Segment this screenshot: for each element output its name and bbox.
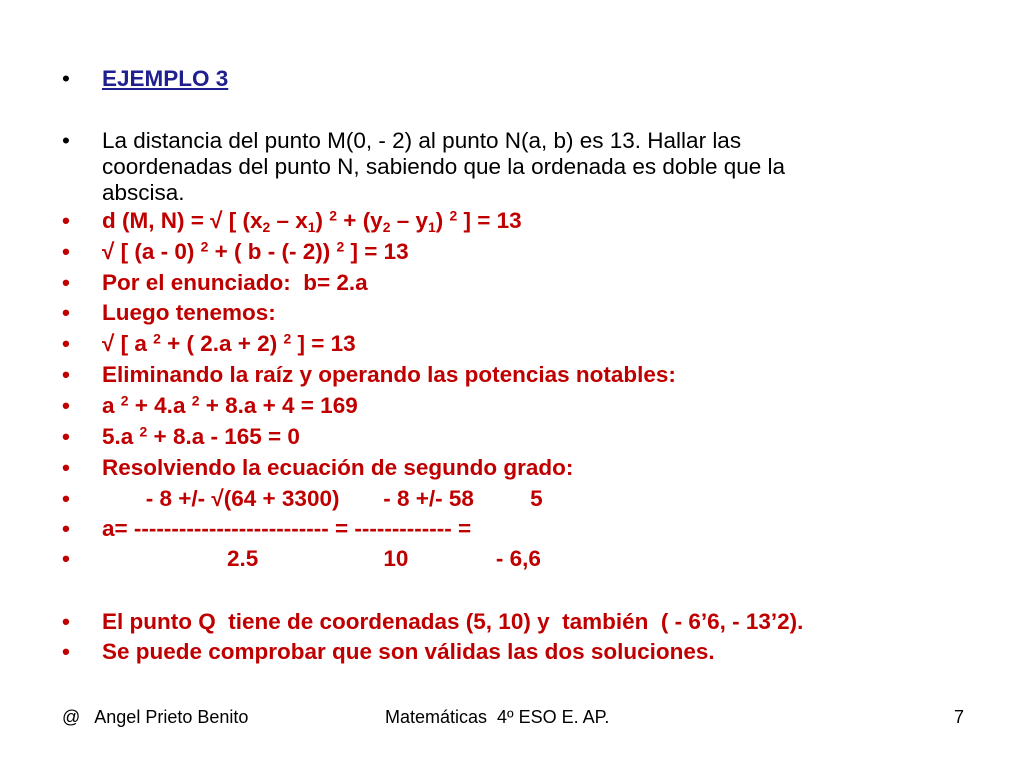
bullet: • bbox=[62, 393, 70, 418]
quadratic-equation: 5.a $^2$ + 8.a - 165 = 0 bbox=[102, 423, 300, 449]
bullet: • bbox=[62, 300, 70, 325]
bullet: • bbox=[62, 424, 70, 449]
bullet: • bbox=[62, 239, 70, 264]
substitution-line: √ [ (a - 0) $^2$ + ( b - (- 2)) $^2$ ] = 13 bbox=[102, 238, 409, 264]
footer-page-number: 7 bbox=[954, 707, 965, 727]
fraction-denominator-line: 2.5 10 - 6,6 bbox=[102, 546, 541, 571]
footer-course: Matemáticas 4º ESO E. AP. bbox=[385, 707, 610, 727]
bullet: • bbox=[62, 128, 70, 153]
bullet: • bbox=[62, 208, 70, 233]
bullet: • bbox=[62, 66, 70, 91]
resolviendo-line: Resolviendo la ecuación de segundo grado: bbox=[102, 455, 574, 480]
punto-line: El punto Q tiene de coordenadas (5, 10) y también ( - 6’6, - 13’2). bbox=[102, 609, 804, 634]
bullet: • bbox=[62, 270, 70, 295]
square-root-line: √ [ a $^2$ + ( 2.a + 2) $^2$ ] = 13 bbox=[102, 330, 356, 356]
fraction-numerator-line: - 8 +/- √(64 + 3300) - 8 +/- 58 5 bbox=[102, 486, 543, 511]
bullet: • bbox=[62, 486, 70, 511]
expansion-line: a $^2$ + 4.a $^2$ + 8.a + 4 = 169 bbox=[102, 392, 358, 418]
problem-statement: La distancia del punto M(0, - 2) al punto N(a, b) es 13. Hallar las coordenadas del punto N, sabiendo que la ordenada es doble que la abscisa. bbox=[102, 128, 786, 205]
enunciado-line: Por el enunciado: b= 2.a bbox=[102, 270, 368, 295]
eliminando-line: Eliminando la raíz y operando las potencias notables: bbox=[102, 362, 676, 387]
distance-formula: d (M, N) = √ [ $(x_2 - x_1) ^2 + (y_2 - y_1)$ $^2$ ] = 13 bbox=[102, 207, 522, 236]
bullet: • bbox=[62, 639, 70, 664]
luego-line: Luego tenemos: bbox=[102, 300, 276, 325]
footer-author: @ Angel Prieto Benito bbox=[62, 707, 249, 727]
bullet: • bbox=[62, 331, 70, 356]
slide-title: EJEMPLO 3 bbox=[102, 66, 229, 91]
bullet: • bbox=[62, 609, 70, 634]
fraction-bar-line: a= -------------------------- = ------------- = bbox=[102, 516, 472, 541]
bullet: • bbox=[62, 362, 70, 387]
statement-row bbox=[62, 128, 984, 208]
comprobar-line: Se puede comprobar que son válidas las dos soluciones. bbox=[102, 639, 715, 664]
bullet: • bbox=[62, 455, 70, 480]
bullet: • bbox=[62, 546, 70, 571]
bullet: • bbox=[62, 516, 70, 541]
